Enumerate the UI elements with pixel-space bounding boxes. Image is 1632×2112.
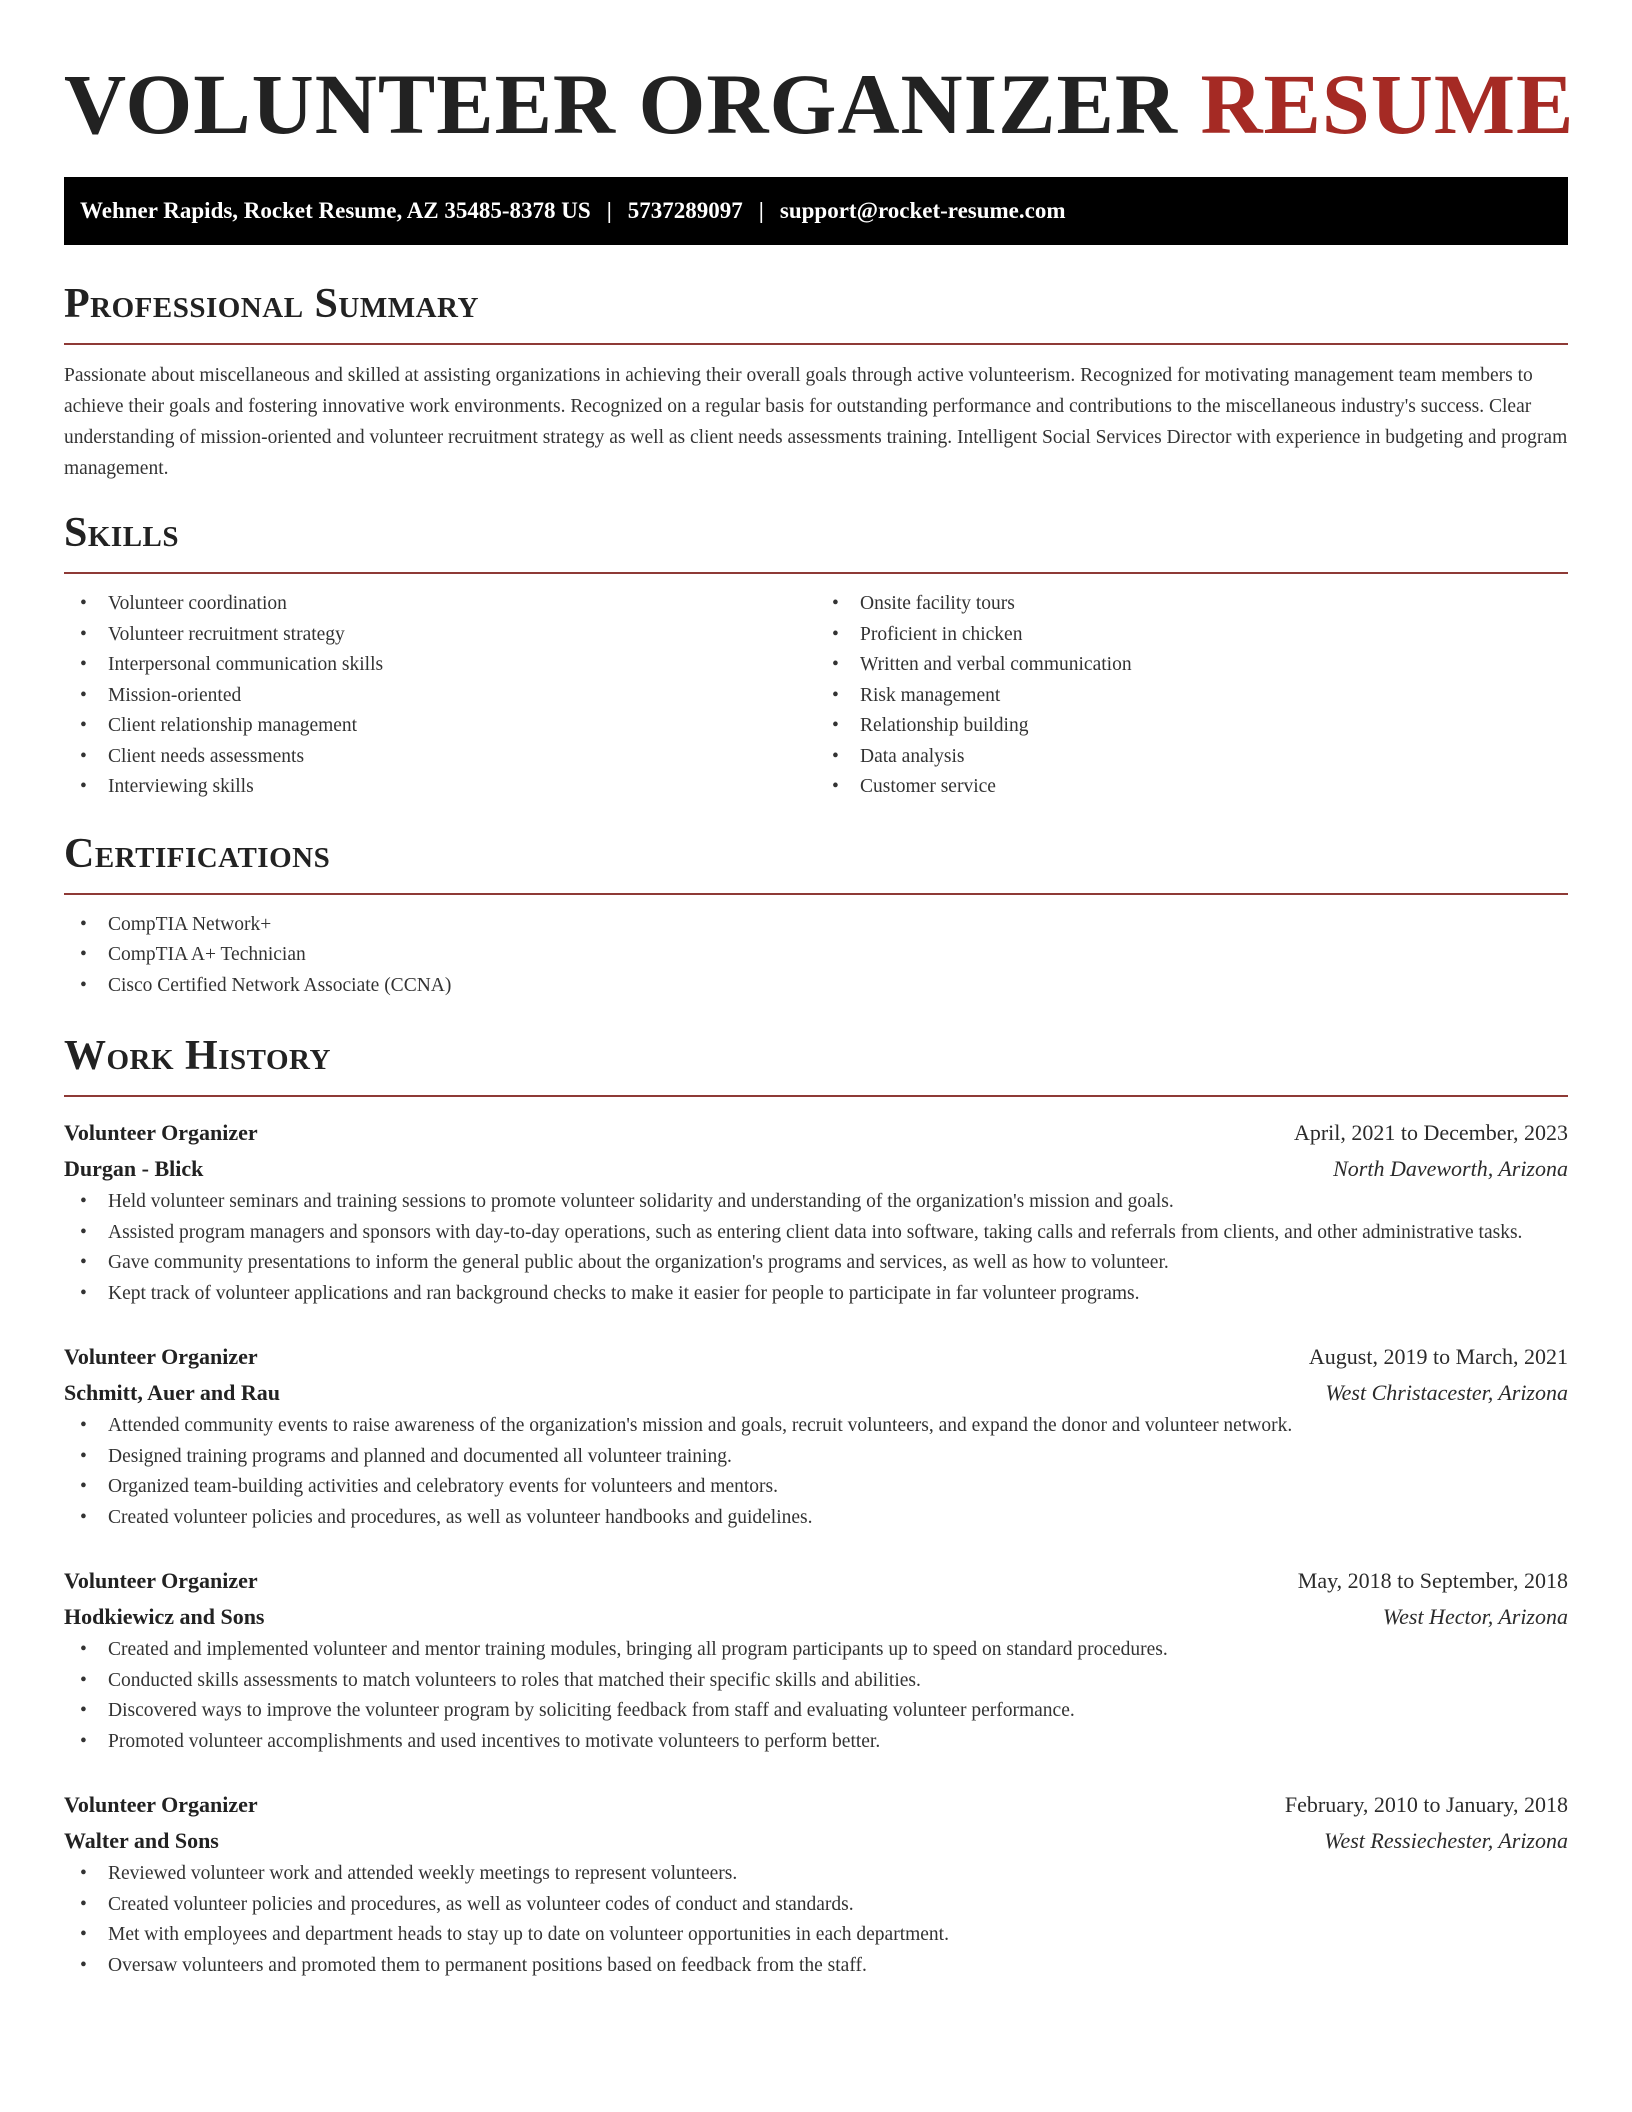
contact-separator: | — [606, 198, 612, 223]
skills-list-right — [816, 589, 1568, 803]
contact-bar — [64, 177, 1568, 245]
certifications-section — [64, 829, 1568, 1002]
skill-item: • Written and verbal communication — [816, 650, 1568, 681]
skill-item: • Interviewing skills — [64, 772, 816, 803]
job-duty: • Kept track of volunteer applications and ran background checks to make it easier for people to participate in far volunteer programs. — [64, 1279, 1568, 1310]
job-title: Volunteer Organizer — [64, 1792, 258, 1817]
skill-item: • Data analysis — [816, 742, 1568, 773]
skill-item: • Risk management — [816, 681, 1568, 712]
job-duty: • Oversaw volunteers and promoted them to permanent positions based on feedback from the staff. — [64, 1951, 1568, 1982]
job-entry — [64, 1339, 1568, 1533]
certification-item: • Cisco Certified Network Associate (CCNA) — [64, 971, 1568, 1002]
job-duties-list — [64, 1411, 1568, 1533]
certifications-heading: Certifications — [64, 830, 331, 877]
job-location: West Hector, Arizona — [1382, 1604, 1568, 1629]
work-history-section — [64, 1031, 1568, 1981]
resume-title-main: VOLUNTEER ORGANIZER — [64, 56, 1178, 152]
job-dates: April, 2021 to December, 2023 — [1293, 1120, 1568, 1145]
job-duty: • Created volunteer policies and procedures, as well as volunteer handbooks and guidelines. — [64, 1503, 1568, 1534]
job-dates: February, 2010 to January, 2018 — [1284, 1792, 1568, 1817]
job-duty: • Organized team-building activities and celebratory events for volunteers and mentors. — [64, 1472, 1568, 1503]
section-divider — [64, 572, 1568, 574]
job-company: Walter and Sons — [64, 1828, 219, 1853]
job-entry — [64, 1563, 1568, 1757]
job-entry — [64, 1787, 1568, 1981]
skill-item: • Proficient in chicken — [816, 620, 1568, 651]
skill-item: • Volunteer coordination — [64, 589, 816, 620]
job-title: Volunteer Organizer — [64, 1344, 258, 1369]
contact-address: Wehner Rapids, Rocket Resume, AZ 35485-8378 US — [80, 198, 591, 223]
job-duty: • Gave community presentations to inform the general public about the organization's programs and services, as well as how to volunteer. — [64, 1248, 1568, 1279]
job-header-row — [64, 1787, 1568, 1823]
job-company-row — [64, 1375, 1568, 1411]
job-duty: • Held volunteer seminars and training sessions to promote volunteer solidarity and understanding of the organization's mission and goals. — [64, 1187, 1568, 1218]
work-history-heading: Work History — [64, 1033, 331, 1079]
job-header-row — [64, 1115, 1568, 1151]
certification-item: • CompTIA Network+ — [64, 910, 1568, 941]
job-dates: August, 2019 to March, 2021 — [1308, 1344, 1568, 1369]
job-duty: • Conducted skills assessments to match volunteers to roles that matched their specific skills and abilities. — [64, 1666, 1568, 1697]
skill-item: • Mission-oriented — [64, 681, 816, 712]
job-header-row — [64, 1339, 1568, 1375]
job-duties-list — [64, 1187, 1568, 1309]
skill-item: • Interpersonal communication skills — [64, 650, 816, 681]
job-header-row — [64, 1563, 1568, 1599]
job-duty: • Assisted program managers and sponsors with day-to-day operations, such as entering client data into software, taking calls and referrals from clients, and other administrative tasks. — [64, 1218, 1568, 1249]
job-dates: May, 2018 to September, 2018 — [1297, 1568, 1568, 1593]
job-duties-list — [64, 1635, 1568, 1757]
job-company: Hodkiewicz and Sons — [64, 1604, 265, 1629]
skills-list-left — [64, 589, 816, 803]
job-duty: • Created and implemented volunteer and mentor training modules, bringing all program participants up to speed on standard procedures. — [64, 1635, 1568, 1666]
job-duty: • Designed training programs and planned and documented all volunteer training. — [64, 1442, 1568, 1473]
summary-heading: Professional Summary — [64, 281, 479, 327]
skill-item: • Client needs assessments — [64, 742, 816, 773]
summary-text: Passionate about miscellaneous and skilled at assisting organizations in achieving their overall goals through active volunteerism. Recognized for motivating management team members to achieve their goals and fostering innovative work environments. Recognized on a regular basis for outstanding performance and contributions to the miscellaneous industry's success. Clear understanding of mission-oriented and volunteer recruitment strategy as well as client needs assessments training. Intelligent Social Services Director with experience in budgeting and program management. — [64, 365, 1568, 479]
contact-phone: 5737289097 — [627, 198, 743, 223]
skill-item: • Volunteer recruitment strategy — [64, 620, 816, 651]
job-title: Volunteer Organizer — [64, 1568, 258, 1593]
skills-heading: Skills — [64, 510, 180, 556]
skills-section — [64, 508, 1568, 803]
job-location: North Daveworth, Arizona — [1333, 1156, 1568, 1181]
section-divider — [64, 343, 1568, 345]
job-duty: • Attended community events to raise awareness of the organization's mission and goals, recruit volunteers, and expand the donor and volunteer network. — [64, 1411, 1568, 1442]
job-duty: • Discovered ways to improve the volunteer program by soliciting feedback from staff and evaluating volunteer performance. — [64, 1696, 1568, 1727]
contact-email: support@rocket-resume.com — [779, 198, 1066, 223]
section-divider — [64, 893, 1568, 895]
job-duty: • Promoted volunteer accomplishments and used incentives to motivate volunteers to perform better. — [64, 1727, 1568, 1758]
job-title: Volunteer Organizer — [64, 1120, 258, 1145]
summary-section — [64, 279, 1568, 484]
job-duty: • Reviewed volunteer work and attended weekly meetings to represent volunteers. — [64, 1859, 1568, 1890]
job-company-row — [64, 1151, 1568, 1187]
resume-title — [64, 0, 1575, 154]
job-duties-list — [64, 1859, 1568, 1981]
resume-title-accent: RESUME — [1200, 56, 1575, 152]
job-location: West Ressiechester, Arizona — [1324, 1828, 1568, 1853]
job-entry — [64, 1115, 1568, 1309]
job-company: Schmitt, Auer and Rau — [64, 1380, 280, 1405]
job-duty: • Created volunteer policies and procedures, as well as volunteer codes of conduct and standards. — [64, 1890, 1568, 1921]
skill-item: • Relationship building — [816, 711, 1568, 742]
job-company: Durgan - Blick — [64, 1156, 204, 1181]
job-company-row — [64, 1599, 1568, 1635]
certification-item: • CompTIA A+ Technician — [64, 940, 1568, 971]
contact-separator: | — [758, 198, 764, 223]
job-company-row — [64, 1823, 1568, 1859]
skill-item: • Customer service — [816, 772, 1568, 803]
skill-item: • Client relationship management — [64, 711, 816, 742]
certifications-list — [64, 910, 1568, 1002]
section-divider — [64, 1095, 1568, 1097]
job-location: West Christacester, Arizona — [1325, 1380, 1568, 1405]
skills-columns — [64, 589, 1568, 803]
skill-item: • Onsite facility tours — [816, 589, 1568, 620]
job-duty: • Met with employees and department heads to stay up to date on volunteer opportunities in each department. — [64, 1920, 1568, 1951]
